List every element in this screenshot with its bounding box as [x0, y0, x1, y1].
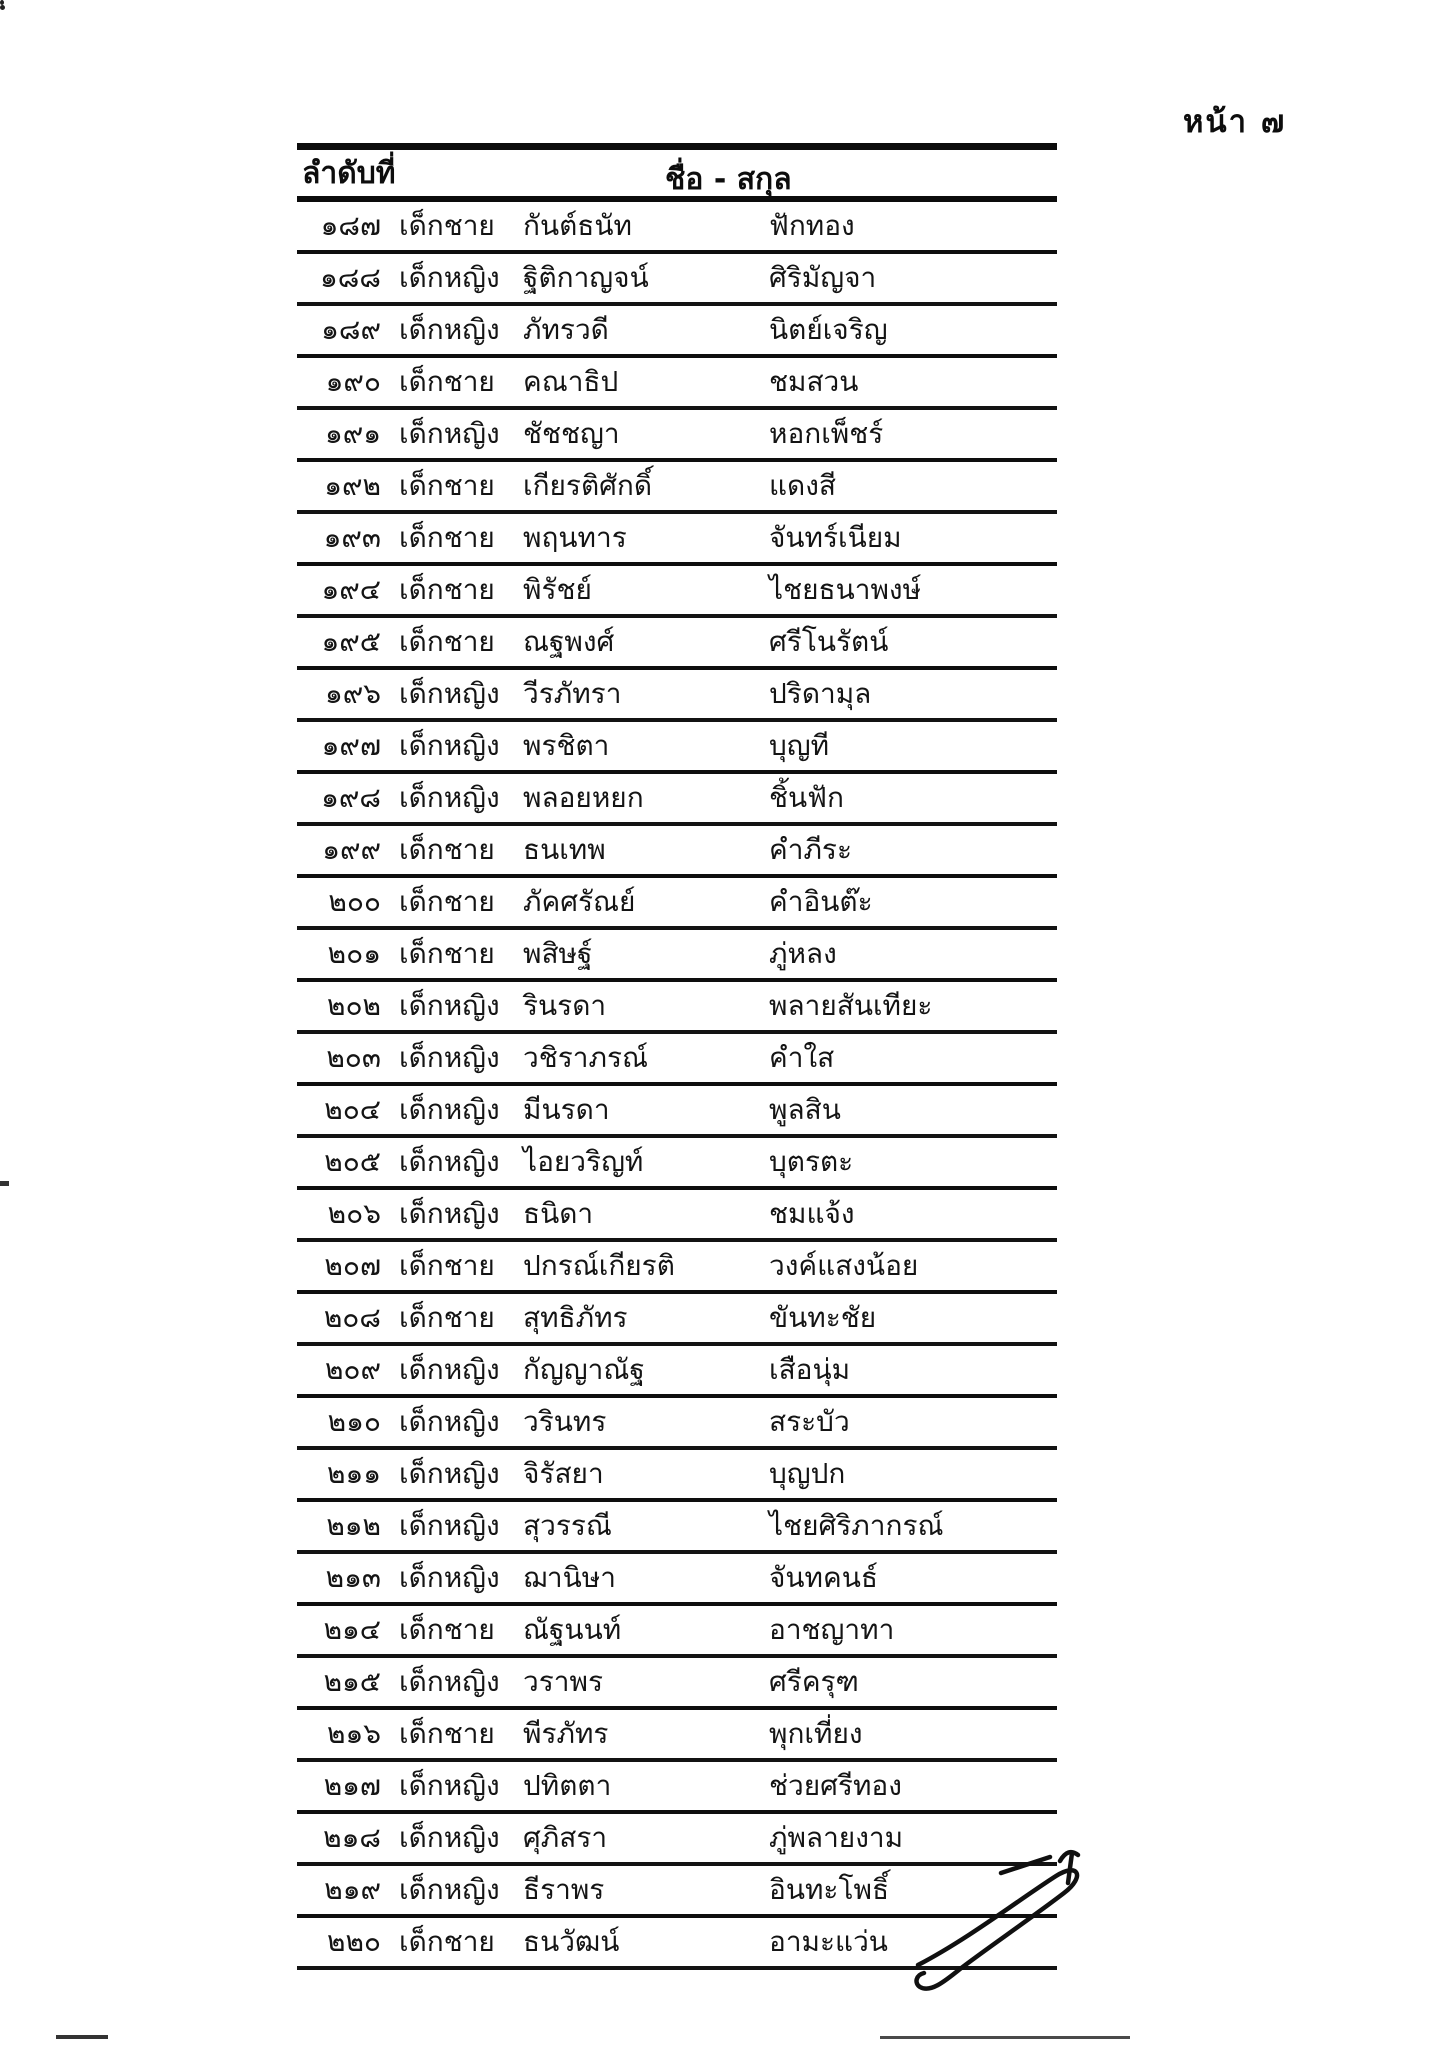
row-last-name: คำอินต๊ะ [769, 885, 873, 918]
row-number: ๑๙๘ [321, 781, 381, 814]
row-first-name: ศุภิสรา [523, 1821, 608, 1854]
table-row [297, 1450, 1057, 1502]
row-number: ๒๑๐ [327, 1405, 381, 1438]
row-last-name: คำภีระ [769, 833, 852, 866]
row-first-name: กันต์ธนัท [523, 209, 632, 242]
table-body [297, 202, 1057, 1970]
row-last-name: บุญที [769, 729, 830, 762]
row-last-name: จันทคนธ์ [769, 1561, 878, 1594]
table-row [297, 1346, 1057, 1398]
row-last-name: ศิริมัญจา [769, 261, 877, 294]
row-number: ๑๙๐ [325, 365, 381, 398]
row-prefix: เด็กชาย [399, 365, 495, 398]
row-number: ๒๐๘ [323, 1301, 381, 1334]
row-last-name: ชมแจ้ง [769, 1197, 855, 1230]
row-first-name: รินรดา [523, 989, 607, 1022]
row-prefix: เด็กชาย [399, 833, 495, 866]
table-row [297, 514, 1057, 566]
row-first-name: สุทธิภัทร [523, 1301, 628, 1334]
row-first-name: ภัคศรัณย์ [523, 885, 636, 918]
row-first-name: ฐิติกาญจน์ [523, 261, 649, 294]
roster-table [297, 143, 1057, 1970]
row-first-name: พิรัชย์ [523, 573, 592, 606]
row-last-name: ศรีโนรัตน์ [769, 625, 889, 658]
row-first-name: สุวรรณี [523, 1509, 612, 1542]
signature-scribble [888, 1843, 1100, 2005]
row-prefix: เด็กชาย [399, 469, 495, 502]
row-first-name: วรินทร [523, 1405, 607, 1438]
table-row [297, 462, 1057, 514]
row-number: ๑๘๙ [321, 313, 381, 346]
table-row [297, 1242, 1057, 1294]
table-row [297, 1762, 1057, 1814]
row-prefix: เด็กหญิง [399, 1561, 500, 1594]
table-row [297, 826, 1057, 878]
row-last-name: ฟักทอง [769, 209, 855, 242]
row-prefix: เด็กหญิง [399, 781, 500, 814]
row-number: ๒๐๔ [324, 1093, 381, 1126]
row-prefix: เด็กชาย [399, 521, 495, 554]
row-first-name: จิรัสยา [523, 1457, 604, 1490]
table-row [297, 1086, 1057, 1138]
table-header-row [297, 150, 1057, 202]
row-prefix: เด็กหญิง [399, 677, 500, 710]
row-number: ๒๐๒ [326, 989, 381, 1022]
row-number: ๑๘๗ [320, 209, 381, 242]
row-last-name: นิตย์เจริญ [769, 313, 888, 346]
row-last-name: พลายสันเทียะ [769, 989, 933, 1022]
table-row [297, 1554, 1057, 1606]
row-number: ๒๑๓ [325, 1561, 381, 1594]
row-number: ๒๐๖ [327, 1197, 381, 1230]
row-first-name: พีรภัทร [523, 1717, 609, 1750]
row-prefix: เด็กชาย [399, 1717, 495, 1750]
row-prefix: เด็กหญิง [399, 1873, 500, 1906]
row-last-name: อินทะโพธิ์ [769, 1873, 890, 1906]
row-first-name: ณัฐนนท์ [523, 1613, 622, 1646]
row-number: ๒๑๘ [323, 1821, 381, 1854]
table-row [297, 1606, 1057, 1658]
row-number: ๑๙๗ [321, 729, 381, 762]
row-first-name: ฌานิษา [523, 1561, 616, 1594]
row-prefix: เด็กหญิง [399, 1457, 500, 1490]
row-prefix: เด็กหญิง [399, 729, 500, 762]
row-prefix: เด็กหญิง [399, 1821, 500, 1854]
table-row [297, 254, 1057, 306]
row-first-name: ไอยวริญท์ [523, 1145, 644, 1178]
table-row [297, 410, 1057, 462]
row-prefix: เด็กหญิง [399, 417, 500, 450]
row-last-name: ช่วยศรีทอง [769, 1769, 902, 1802]
row-last-name: อามะแว่น [769, 1925, 888, 1958]
row-number: ๑๙๙ [322, 833, 381, 866]
table-row [297, 1190, 1057, 1242]
row-prefix: เด็กหญิง [399, 1041, 500, 1074]
row-prefix: เด็กชาย [399, 625, 495, 658]
row-first-name: พสิษฐ์ [523, 937, 593, 970]
row-first-name: ธนเทพ [523, 833, 606, 866]
row-first-name: มีนรดา [523, 1093, 610, 1126]
row-first-name: พลอยหยก [523, 781, 644, 814]
scan-edge-mark [0, 1181, 9, 1186]
row-first-name: พรชิตา [523, 729, 610, 762]
row-last-name: เสือนุ่ม [769, 1353, 851, 1386]
row-first-name: ธีราพร [523, 1873, 605, 1906]
row-last-name: คำใส [769, 1041, 835, 1074]
scan-bottom-mark [56, 2035, 108, 2039]
table-row [297, 670, 1057, 722]
row-prefix: เด็กชาย [399, 1613, 495, 1646]
row-prefix: เด็กชาย [399, 1301, 495, 1334]
page-number-label: หน้า ๗ [1183, 104, 1287, 140]
row-number: ๒๑๕ [323, 1665, 381, 1698]
row-prefix: เด็กหญิง [399, 261, 500, 294]
row-prefix: เด็กหญิง [399, 1405, 500, 1438]
row-first-name: ธนวัฒน์ [523, 1925, 620, 1958]
row-number: ๑๙๕ [321, 625, 381, 658]
header-name-column: ชื่อ - สกุล [665, 162, 792, 197]
row-first-name: กัญญาณัฐ [523, 1353, 645, 1386]
row-prefix: เด็กชาย [399, 573, 495, 606]
row-prefix: เด็กชาย [399, 1249, 495, 1282]
header-order-column: ลำดับที่ [302, 155, 396, 191]
row-number: ๑๙๓ [323, 521, 381, 554]
row-last-name: บุตรตะ [769, 1145, 854, 1178]
table-row [297, 982, 1057, 1034]
row-first-name: ณฐพงศ์ [523, 625, 615, 658]
row-last-name: ชิ้นฟัก [769, 781, 844, 814]
row-prefix: เด็กชาย [399, 937, 495, 970]
row-first-name: วีรภัทรา [523, 677, 622, 710]
row-number: ๒๒๐ [326, 1925, 381, 1958]
row-first-name: ภัทรวดี [523, 313, 609, 346]
row-number: ๑๘๘ [320, 261, 381, 294]
row-last-name: ปริดามุล [769, 677, 872, 710]
row-number: ๒๐๙ [324, 1353, 381, 1386]
row-prefix: เด็กหญิง [399, 1093, 500, 1126]
table-row [297, 618, 1057, 670]
row-last-name: ขันทะชัย [769, 1301, 877, 1334]
row-number: ๑๙๖ [324, 677, 381, 710]
row-number: ๒๑๙ [324, 1873, 381, 1906]
row-number: ๑๙๑ [324, 417, 381, 450]
row-first-name: คณาธิป [523, 365, 619, 398]
row-number: ๒๑๔ [323, 1613, 381, 1646]
row-number: ๒๑๗ [323, 1769, 381, 1802]
row-first-name: เกียรติศักดิ์ [523, 469, 653, 502]
row-last-name: บุญปก [769, 1457, 846, 1490]
row-first-name: ธนิดา [523, 1197, 594, 1230]
row-prefix: เด็กหญิง [399, 1665, 500, 1698]
row-first-name: ปทิตตา [523, 1769, 612, 1802]
row-prefix: เด็กชาย [399, 885, 495, 918]
row-last-name: จันทร์เนียม [769, 521, 902, 554]
table-row [297, 774, 1057, 826]
table-row [297, 722, 1057, 774]
table-row [297, 1658, 1057, 1710]
scan-bottom-line [880, 2036, 1130, 2039]
row-prefix: เด็กหญิง [399, 1353, 500, 1386]
row-number: ๒๐๓ [326, 1041, 381, 1074]
row-number: ๑๙๒ [324, 469, 381, 502]
row-number: ๒๑๖ [326, 1717, 381, 1750]
row-number: ๒๐๐ [328, 885, 381, 918]
row-number: ๒๐๕ [324, 1145, 381, 1178]
row-last-name: สระบัว [769, 1405, 850, 1438]
row-prefix: เด็กหญิง [399, 1145, 500, 1178]
row-prefix: เด็กชาย [399, 1925, 495, 1958]
row-first-name: ปกรณ์เกียรติ [523, 1249, 675, 1282]
table-row [297, 1294, 1057, 1346]
scan-speck [0, 5, 5, 10]
row-last-name: พุกเที่ยง [769, 1717, 863, 1750]
row-prefix: เด็กหญิง [399, 313, 500, 346]
table-row [297, 1502, 1057, 1554]
row-prefix: เด็กหญิง [399, 1509, 500, 1542]
table-row [297, 202, 1057, 254]
row-last-name: อาชญาทา [769, 1613, 895, 1646]
row-prefix: เด็กชาย [399, 209, 495, 242]
table-row [297, 566, 1057, 618]
row-last-name: ไชยศิริภากรณ์ [769, 1509, 944, 1542]
row-first-name: วชิราภรณ์ [523, 1041, 648, 1074]
row-first-name: พฤนทาร [523, 521, 627, 554]
table-row [297, 1398, 1057, 1450]
table-row [297, 358, 1057, 410]
row-first-name: วราพร [523, 1665, 603, 1698]
row-first-name: ชัชชญา [523, 417, 620, 450]
row-last-name: แดงสี [769, 469, 836, 502]
row-last-name: ภู่หลง [769, 937, 837, 970]
row-last-name: ภู่พลายงาม [769, 1821, 904, 1854]
table-row [297, 1034, 1057, 1086]
row-number: ๒๐๗ [324, 1249, 381, 1282]
row-last-name: ชมสวน [769, 365, 859, 398]
table-row [297, 930, 1057, 982]
row-last-name: พูลสิน [769, 1093, 841, 1126]
row-last-name: วงค์แสงน้อย [769, 1249, 919, 1282]
row-last-name: ศรีครุฑ [769, 1665, 859, 1698]
table-row [297, 1138, 1057, 1190]
row-number: ๒๐๑ [327, 937, 381, 970]
row-prefix: เด็กหญิง [399, 1197, 500, 1230]
row-last-name: หอกเพ็ชร์ [769, 417, 884, 450]
row-number: ๒๑๑ [326, 1457, 381, 1490]
row-number: ๒๑๒ [326, 1509, 381, 1542]
row-prefix: เด็กหญิง [399, 989, 500, 1022]
row-last-name: ไชยธนาพงษ์ [769, 573, 922, 606]
table-row [297, 878, 1057, 930]
table-row [297, 1710, 1057, 1762]
table-row [297, 306, 1057, 358]
row-prefix: เด็กหญิง [399, 1769, 500, 1802]
row-number: ๑๙๔ [321, 573, 381, 606]
